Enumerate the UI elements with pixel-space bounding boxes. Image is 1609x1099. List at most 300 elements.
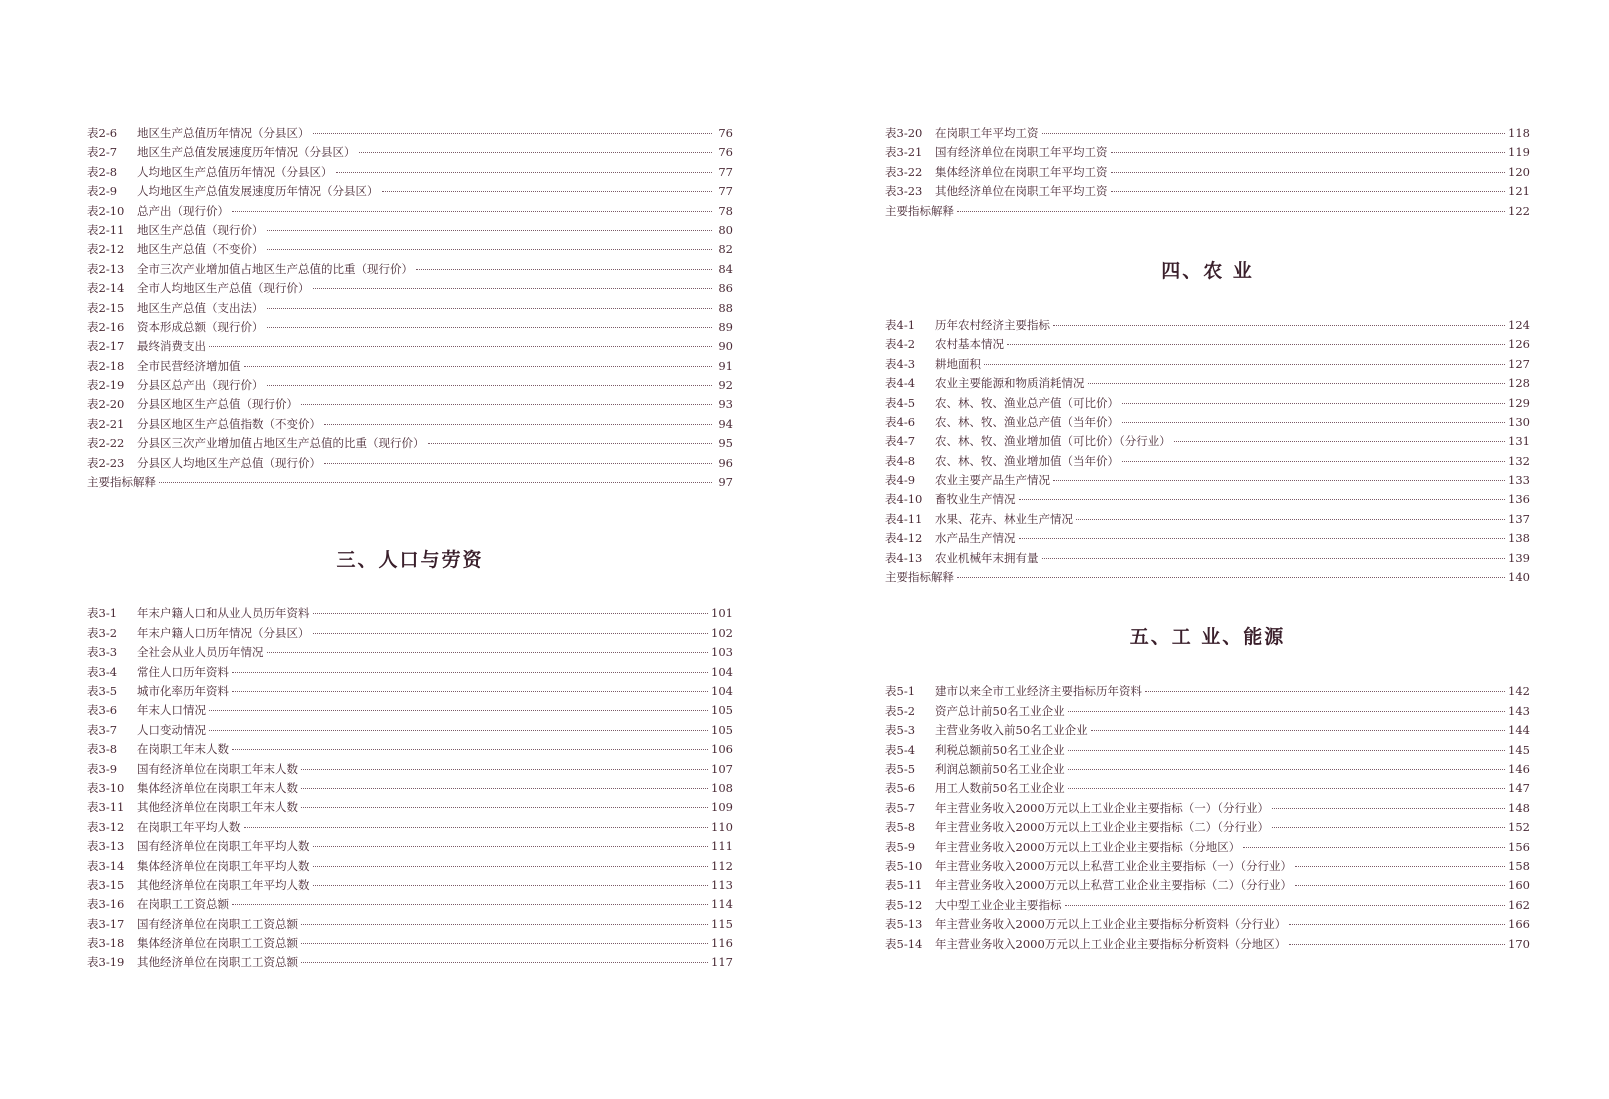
toc-entry-code: 表3-16 [87,897,125,912]
toc-entry-page-number: 77 [718,164,733,179]
dot-leader [301,788,708,789]
toc-entry-code: 表5-4 [885,742,916,757]
toc-entry-code: 表5-9 [885,839,916,854]
toc-entry[interactable] [87,163,733,182]
toc-entry[interactable] [885,799,1530,818]
dot-leader [1088,383,1506,384]
toc-entry[interactable] [885,413,1530,432]
toc-entry-title: 在岗职工年平均工资 [935,126,1039,140]
toc-entry[interactable] [87,454,733,473]
toc-entry-title: 地区生产总值（不变价） [137,242,264,257]
toc-entry-page-number: 156 [1508,839,1530,854]
toc-entry-page-number: 146 [1508,761,1530,776]
dot-leader [232,904,708,905]
toc-entry-code: 表5-14 [885,936,923,951]
toc-entry-page-number: 102 [711,625,733,640]
dot-leader [1272,808,1505,809]
toc-entry-page-number: 145 [1508,742,1530,757]
toc-entry-code: 表5-10 [885,858,923,873]
toc-entry-code: 表2-10 [87,203,125,218]
toc-entry-title: 最终消费支出 [137,339,206,354]
toc-entry[interactable] [87,837,733,856]
toc-entry[interactable] [87,337,733,356]
toc-entry[interactable] [87,395,733,414]
toc-entry[interactable] [87,182,733,201]
dot-leader [1042,133,1506,134]
toc-entry-title: 全市三次产业增加值占地区生产总值的比重（现行价） [137,261,413,276]
dot-leader [267,308,713,309]
toc-entry[interactable] [87,279,733,298]
toc-entry-code: 表4-9 [885,473,916,488]
toc-entry-title: 农、林、牧、渔业总产值（可比价） [935,395,1119,410]
toc-entry-page-number: 142 [1508,684,1530,699]
toc-entry-title: 国有经济单位在岗职工年平均工资 [935,145,1108,160]
section-4-heading: 四、农 业 [1161,259,1254,282]
toc-entry-page-number: 131 [1508,434,1530,449]
toc-entry-code: 表2-11 [87,222,125,237]
dot-leader [244,827,709,828]
toc-entry-page-number: 122 [1508,203,1530,218]
toc-entry-page-number: 92 [718,378,733,393]
toc-entry[interactable] [885,818,1530,837]
toc-entry-code: 表5-8 [885,820,916,835]
toc-entry-page-number: 114 [711,897,733,912]
toc-entry[interactable] [885,163,1530,182]
toc-entry-page-number: 170 [1508,936,1530,951]
dot-leader [324,424,712,425]
toc-entry[interactable] [885,721,1530,740]
right-page-toc [885,124,1530,954]
toc-entry-title: 年主营业务收入2000万元以上工业企业主要指标（分地区） [935,839,1241,854]
toc-entry[interactable] [87,357,733,376]
dot-leader [1122,422,1505,423]
toc-entry[interactable] [87,643,733,662]
toc-entry-title: 全市人均地区生产总值（现行价） [137,281,310,296]
toc-entry[interactable] [87,934,733,953]
toc-entry-page-number: 107 [711,761,733,776]
toc-entry-code: 表3-5 [87,683,118,698]
dot-leader [1042,558,1506,559]
toc-entry-code: 表3-10 [87,780,125,795]
toc-entry[interactable] [885,374,1530,393]
toc-entry[interactable] [87,740,733,759]
toc-entry-code: 表4-8 [885,453,916,468]
dot-leader [1174,441,1505,442]
toc-entry-title: 国有经济单位在岗职工工资总额 [137,916,298,931]
toc-entry-code: 表2-14 [87,281,125,296]
toc-entry-title: 其他经济单位在岗职工年末人数 [137,800,298,815]
toc-entry[interactable] [885,529,1530,548]
toc-entry[interactable] [87,876,733,895]
toc-entry-page-number: 166 [1508,917,1530,932]
toc-entry-code: 表4-13 [885,550,923,565]
toc-entry-page-number: 126 [1508,337,1530,352]
toc-entry-title: 大中型工业企业主要指标 [935,897,1062,912]
toc-entry-page-number: 143 [1508,703,1530,718]
dot-leader [1053,325,1505,326]
toc-entry[interactable] [885,702,1530,721]
toc-entry[interactable] [87,798,733,817]
toc-entry-title: 农、林、牧、渔业总产值（当年价） [935,414,1119,429]
toc-entry[interactable] [87,682,733,701]
toc-entry[interactable] [87,895,733,914]
toc-entry-page-number: 121 [1508,184,1530,199]
toc-entry[interactable] [885,355,1530,374]
toc-entry[interactable] [87,318,733,337]
toc-entry-page-number: 132 [1508,453,1530,468]
dot-leader [209,730,708,731]
toc-entry-title: 分县区人均地区生产总值（现行价） [137,455,321,470]
dot-leader [1111,152,1506,153]
toc-entry-title: 集体经济单位在岗职工工资总额 [137,936,298,951]
toc-entry-title: 农、林、牧、渔业增加值（可比价）（分行业） [935,434,1171,449]
dot-leader [1122,403,1505,404]
toc-entry-page-number: 139 [1508,550,1530,565]
toc-entry[interactable] [885,394,1530,413]
dot-leader [1068,711,1505,712]
toc-entry-page-number: 97 [718,475,733,490]
toc-entry[interactable] [885,876,1530,895]
dot-leader [1019,499,1506,500]
toc-entry-page-number: 82 [718,242,733,257]
dot-leader [1289,924,1505,925]
toc-entry-page-number: 103 [711,645,733,660]
toc-entry-page-number: 127 [1508,356,1530,371]
toc-entry-title: 耕地面积 [935,356,981,371]
toc-entry-title: 其他经济单位在岗职工年平均工资 [935,184,1108,199]
toc-entry-code: 表3-15 [87,877,125,892]
left-page-toc [87,124,733,973]
toc-entry-code: 表3-23 [885,184,923,199]
toc-entry-page-number: 119 [1508,145,1530,160]
toc-entry-page-number: 105 [711,722,733,737]
toc-entry-title: 地区生产总值历年情况（分县区） [137,126,310,140]
dot-leader [232,211,712,212]
toc-entry-code: 表3-7 [87,722,118,737]
toc-entry-code: 表2-9 [87,184,118,199]
toc-entry[interactable] [87,760,733,779]
dot-leader [1111,191,1506,192]
dot-leader [428,443,713,444]
toc-entry-code: 表2-7 [87,145,118,160]
toc-entry-title: 常住人口历年资料 [137,664,229,679]
toc-entry-code: 表5-3 [885,723,916,738]
toc-entry-title: 人均地区生产总值发展速度历年情况（分县区） [137,184,379,199]
toc-entry[interactable] [885,568,1530,587]
dot-leader [1295,866,1505,867]
toc-entry-page-number: 133 [1508,473,1530,488]
toc-entry-code: 表2-20 [87,397,125,412]
toc-entry-page-number: 120 [1508,164,1530,179]
toc-entry[interactable] [885,741,1530,760]
toc-entry[interactable] [885,935,1530,954]
dot-leader [957,577,1505,578]
toc-entry-page-number: 101 [711,606,733,621]
toc-entry[interactable] [87,221,733,240]
toc-entry[interactable] [885,432,1530,451]
dot-leader [267,249,713,250]
toc-entry-code: 表2-16 [87,319,125,334]
toc-entry-page-number: 124 [1508,317,1530,332]
toc-entry-title: 国有经济单位在岗职工年平均人数 [137,839,310,854]
toc-entry-code: 表4-10 [885,492,923,507]
toc-entry[interactable] [87,299,733,318]
dot-leader [1122,461,1505,462]
toc-entry-code: 表4-7 [885,434,916,449]
toc-entry-code: 表2-22 [87,436,125,451]
toc-entry[interactable] [87,260,733,279]
toc-entry-code: 表3-21 [885,145,923,160]
toc-entry[interactable] [87,434,733,453]
toc-entry-title: 分县区地区生产总值（现行价） [137,397,298,412]
toc-entry-code: 表2-8 [87,164,118,179]
toc-entry-title: 人均地区生产总值历年情况（分县区） [137,164,333,179]
toc-entry[interactable] [87,857,733,876]
toc-entry[interactable] [87,240,733,259]
toc-entry-page-number: 105 [711,703,733,718]
toc-entry-page-number: 128 [1508,376,1530,391]
toc-entry-code: 表3-13 [87,839,125,854]
toc-entry[interactable] [885,682,1530,701]
toc-entry-title: 其他经济单位在岗职工工资总额 [137,955,298,970]
toc-entry-page-number: 117 [711,955,733,970]
toc-entry-page-number: 96 [718,455,733,470]
toc-entry[interactable] [87,624,733,643]
dot-leader [1145,691,1505,692]
toc-entry-code: 表3-8 [87,742,118,757]
toc-entry-page-number: 138 [1508,531,1530,546]
toc-entry[interactable] [87,721,733,740]
toc-entry-page-number: 115 [711,916,733,931]
dot-leader [1243,847,1505,848]
toc-entry[interactable] [885,838,1530,857]
toc-entry-title: 建市以来全市工业经济主要指标历年资料 [935,684,1142,699]
toc-entry-code: 表4-4 [885,376,916,391]
dot-leader [313,288,713,289]
toc-entry-title: 城市化率历年资料 [137,683,229,698]
toc-entry-title: 分县区总产出（现行价） [137,378,264,393]
dot-leader [313,866,709,867]
dot-leader [159,482,712,483]
toc-entry-code: 表5-5 [885,761,916,776]
toc-entry-page-number: 78 [718,203,733,218]
toc-entry-title: 地区生产总值（现行价） [137,222,264,237]
toc-entry-code: 表5-2 [885,703,916,718]
toc-entry-code: 表3-19 [87,955,125,970]
dot-leader [301,769,708,770]
dot-leader [301,943,708,944]
toc-entry[interactable] [87,818,733,837]
dot-leader [984,364,1505,365]
toc-entry-title: 农业主要产品生产情况 [935,473,1050,488]
toc-entry-code: 表4-12 [885,531,923,546]
toc-entry-title: 全社会从业人员历年情况 [137,645,264,660]
toc-entry[interactable] [885,316,1530,335]
toc-entry[interactable] [885,915,1530,934]
toc-entry-code: 表5-11 [885,878,923,893]
toc-entry-title: 国有经济单位在岗职工年末人数 [137,761,298,776]
dot-leader [301,962,708,963]
toc-entry[interactable] [885,857,1530,876]
toc-entry[interactable] [87,779,733,798]
section-3-heading: 三、人口与劳资 [336,549,484,572]
toc-entry-code: 表5-7 [885,800,916,815]
toc-entry-title: 年主营业务收入2000万元以上工业企业主要指标分析资料（分地区） [935,936,1287,951]
toc-entry-code: 表5-6 [885,781,916,796]
toc-entry-code: 表3-4 [87,664,118,679]
toc-entry-code: 表3-9 [87,761,118,776]
toc-entry[interactable] [87,663,733,682]
toc-entry-page-number: 84 [718,261,733,276]
toc-list-section3 [87,604,733,972]
toc-entry-code: 表4-1 [885,317,916,332]
toc-entry-page-number: 90 [718,339,733,354]
dot-leader [209,346,712,347]
toc-entry-title: 资本形成总额（现行价） [137,319,264,334]
toc-entry[interactable] [885,124,1530,143]
toc-entry-code: 表2-12 [87,242,125,257]
toc-entry-code: 表2-21 [87,416,125,431]
toc-entry-title: 利润总额前50名工业企业 [935,761,1065,776]
toc-entry-code: 表3-17 [87,916,125,931]
toc-entry-code: 表3-20 [885,126,923,140]
toc-entry-page-number: 89 [718,319,733,334]
toc-entry[interactable] [87,376,733,395]
toc-entry-page-number: 95 [718,436,733,451]
toc-entry-title: 集体经济单位在岗职工年平均人数 [137,858,310,873]
toc-entry-title: 农村基本情况 [935,337,1004,352]
toc-entry-page-number: 111 [711,839,733,854]
toc-entry[interactable] [885,143,1530,162]
toc-entry[interactable] [885,510,1530,529]
toc-entry-page-number: 91 [718,358,733,373]
toc-entry-code: 表5-13 [885,917,923,932]
toc-entry-page-number: 88 [718,300,733,315]
dot-leader [1091,730,1505,731]
toc-entry-title: 年主营业务收入2000万元以上工业企业主要指标分析资料（分行业） [935,917,1287,932]
toc-entry-title: 分县区三次产业增加值占地区生产总值的比重（现行价） [137,436,425,451]
dot-leader [1065,905,1506,906]
toc-entry-code: 表3-6 [87,703,118,718]
toc-entry-title: 利税总额前50名工业企业 [935,742,1065,757]
toc-entry-page-number: 76 [718,126,733,140]
toc-entry-page-number: 129 [1508,395,1530,410]
dot-leader [1295,885,1505,886]
toc-entry[interactable] [87,415,733,434]
toc-entry-page-number: 152 [1508,820,1530,835]
dot-leader [1111,172,1506,173]
dot-leader [313,133,713,134]
toc-entry[interactable] [87,124,733,143]
toc-entry-title: 人口变动情况 [137,722,206,737]
toc-entry-title: 集体经济单位在岗职工年末人数 [137,780,298,795]
dot-leader [1289,944,1505,945]
toc-entry-page-number: 140 [1508,570,1530,585]
toc-entry-code: 表5-1 [885,684,916,699]
toc-entry[interactable] [885,335,1530,354]
toc-entry[interactable] [87,473,733,492]
dot-leader [301,404,712,405]
toc-entry[interactable] [87,701,733,720]
dot-leader [232,672,708,673]
dot-leader [267,385,713,386]
toc-entry-code: 表4-6 [885,414,916,429]
toc-entry-code: 表5-12 [885,897,923,912]
dot-leader [267,327,713,328]
toc-entry-title: 年主营业务收入2000万元以上私营工业企业主要指标（一）（分行业） [935,858,1293,873]
toc-entry[interactable] [885,779,1530,798]
toc-entry-page-number: 77 [718,184,733,199]
toc-entry-page-number: 106 [711,742,733,757]
toc-entry[interactable] [87,143,733,162]
toc-entry-page-number: 108 [711,780,733,795]
toc-entry-title: 历年农村经济主要指标 [935,317,1050,332]
toc-entry[interactable] [885,452,1530,471]
toc-entry-title: 在岗职工年平均人数 [137,819,241,834]
toc-entry[interactable] [885,549,1530,568]
toc-entry-page-number: 148 [1508,800,1530,815]
toc-entry-title: 农、林、牧、渔业增加值（当年价） [935,453,1119,468]
toc-entry-title: 主要指标解释 [885,203,954,218]
toc-entry[interactable] [885,182,1530,201]
toc-entry-title: 年主营业务收入2000万元以上工业企业主要指标（一）（分行业） [935,800,1270,815]
toc-entry-title: 年主营业务收入2000万元以上工业企业主要指标（二）（分行业） [935,820,1270,835]
toc-entry-page-number: 104 [711,664,733,679]
toc-entry-title: 其他经济单位在岗职工年平均人数 [137,877,310,892]
toc-entry[interactable] [87,953,733,972]
toc-entry-code: 表2-23 [87,455,125,470]
dot-leader [957,211,1505,212]
toc-entry-page-number: 109 [711,800,733,815]
dot-leader [336,172,713,173]
toc-entry-page-number: 144 [1508,723,1530,738]
dot-leader [313,613,709,614]
toc-entry-code: 表2-6 [87,126,118,140]
dot-leader [313,633,709,634]
toc-entry[interactable] [87,202,733,221]
toc-entry[interactable] [885,490,1530,509]
toc-list-section5 [885,682,1530,953]
dot-leader [301,924,708,925]
toc-entry-code: 表4-2 [885,337,916,352]
toc-entry-code: 表3-18 [87,936,125,951]
toc-entry-title: 集体经济单位在岗职工年平均工资 [935,164,1108,179]
toc-entry[interactable] [87,915,733,934]
dot-leader [416,269,712,270]
toc-entry-title: 年主营业务收入2000万元以上私营工业企业主要指标（二）（分行业） [935,878,1293,893]
toc-entry[interactable] [885,896,1530,915]
toc-entry-title: 在岗职工工资总额 [137,897,229,912]
toc-entry-title: 主要指标解释 [885,570,954,585]
toc-entry-page-number: 158 [1508,858,1530,873]
toc-entry-page-number: 160 [1508,878,1530,893]
toc-entry[interactable] [885,760,1530,779]
toc-entry-code: 表2-15 [87,300,125,315]
toc-entry-code: 表3-14 [87,858,125,873]
toc-entry-title: 分县区地区生产总值指数（不变价） [137,416,321,431]
toc-entry[interactable] [885,202,1530,221]
toc-entry-page-number: 130 [1508,414,1530,429]
dot-leader [267,230,713,231]
toc-entry-code: 表2-19 [87,378,125,393]
toc-entry[interactable] [885,471,1530,490]
toc-entry[interactable] [87,604,733,623]
toc-entry-title: 水产品生产情况 [935,531,1016,546]
toc-entry-code: 表3-3 [87,645,118,660]
toc-entry-code: 表2-18 [87,358,125,373]
dot-leader [1068,788,1505,789]
dot-leader [244,366,713,367]
